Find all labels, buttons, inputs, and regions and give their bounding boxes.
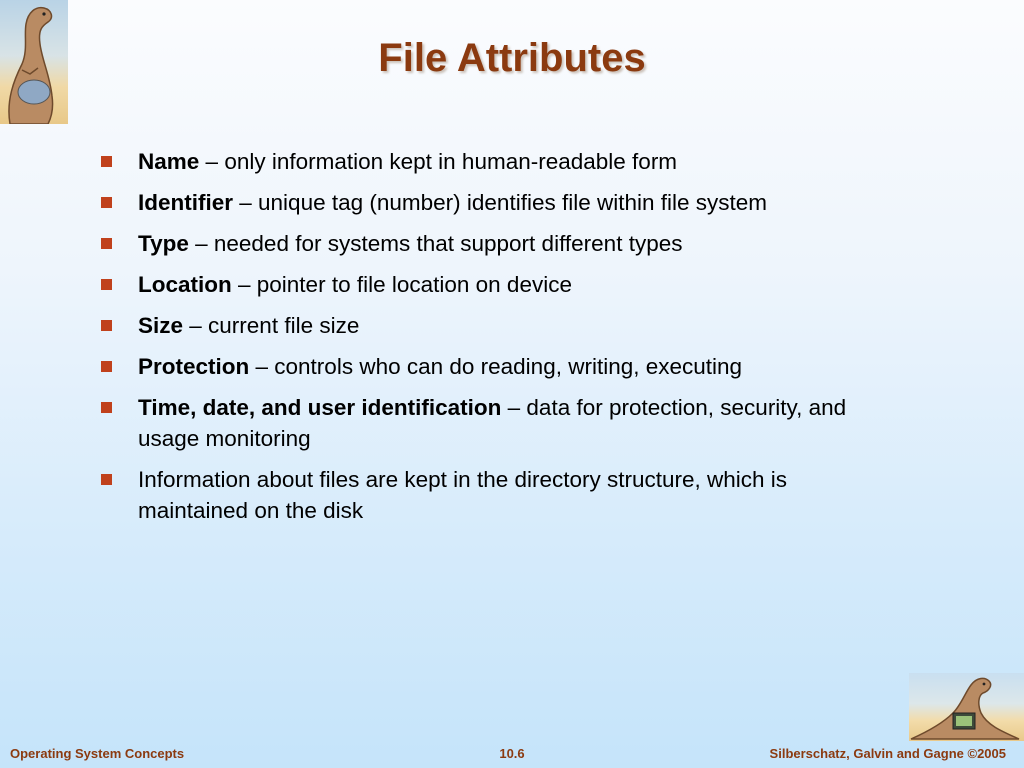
bullet-text: – controls who can do reading, writing, executing [249, 354, 743, 379]
bullet-term: Name [138, 149, 200, 174]
square-bullet-icon [101, 320, 112, 331]
list-item [101, 187, 901, 218]
bullet-term: Identifier [138, 190, 234, 215]
footer-course-title: Operating System Concepts [10, 746, 185, 761]
square-bullet-icon [101, 238, 112, 249]
list-item [101, 146, 901, 177]
bullet-list [101, 146, 901, 536]
bullet-term: Time, date, and user identification [138, 395, 502, 420]
square-bullet-icon [101, 402, 112, 413]
bullet-term: Location [138, 272, 232, 297]
bullet-text: – current file size [183, 313, 360, 338]
list-item [101, 269, 901, 300]
bullet-text: Information about files are kept in the directory structure, which is maintained on the disk [138, 467, 788, 523]
bullet-text: – only information kept in human-readable form [199, 149, 678, 174]
square-bullet-icon [101, 361, 112, 372]
bullet-term: Protection [138, 354, 250, 379]
list-item [101, 228, 901, 259]
bullet-text: – unique tag (number) identifies file within file system [233, 190, 768, 215]
bullet-text: – needed for systems that support different types [188, 231, 683, 256]
bullet-term: Size [138, 313, 184, 338]
bullet-term: Type [138, 231, 189, 256]
bullet-text: – data for protection, security, and usage monitoring [138, 395, 847, 451]
list-item [101, 310, 901, 341]
square-bullet-icon [101, 279, 112, 290]
footer-page-number: 10.6 [499, 746, 525, 761]
slide-title: File Attributes [378, 36, 646, 80]
footer-copyright: Silberschatz, Galvin and Gagne ©2005 [769, 746, 1006, 761]
bullet-text: – pointer to file location on device [231, 272, 572, 297]
dinosaur-laptop-logo-icon [909, 673, 1024, 741]
square-bullet-icon [101, 474, 112, 485]
list-item [101, 351, 901, 382]
list-item [101, 392, 901, 454]
square-bullet-icon [101, 197, 112, 208]
list-item [101, 464, 901, 526]
square-bullet-icon [101, 156, 112, 167]
